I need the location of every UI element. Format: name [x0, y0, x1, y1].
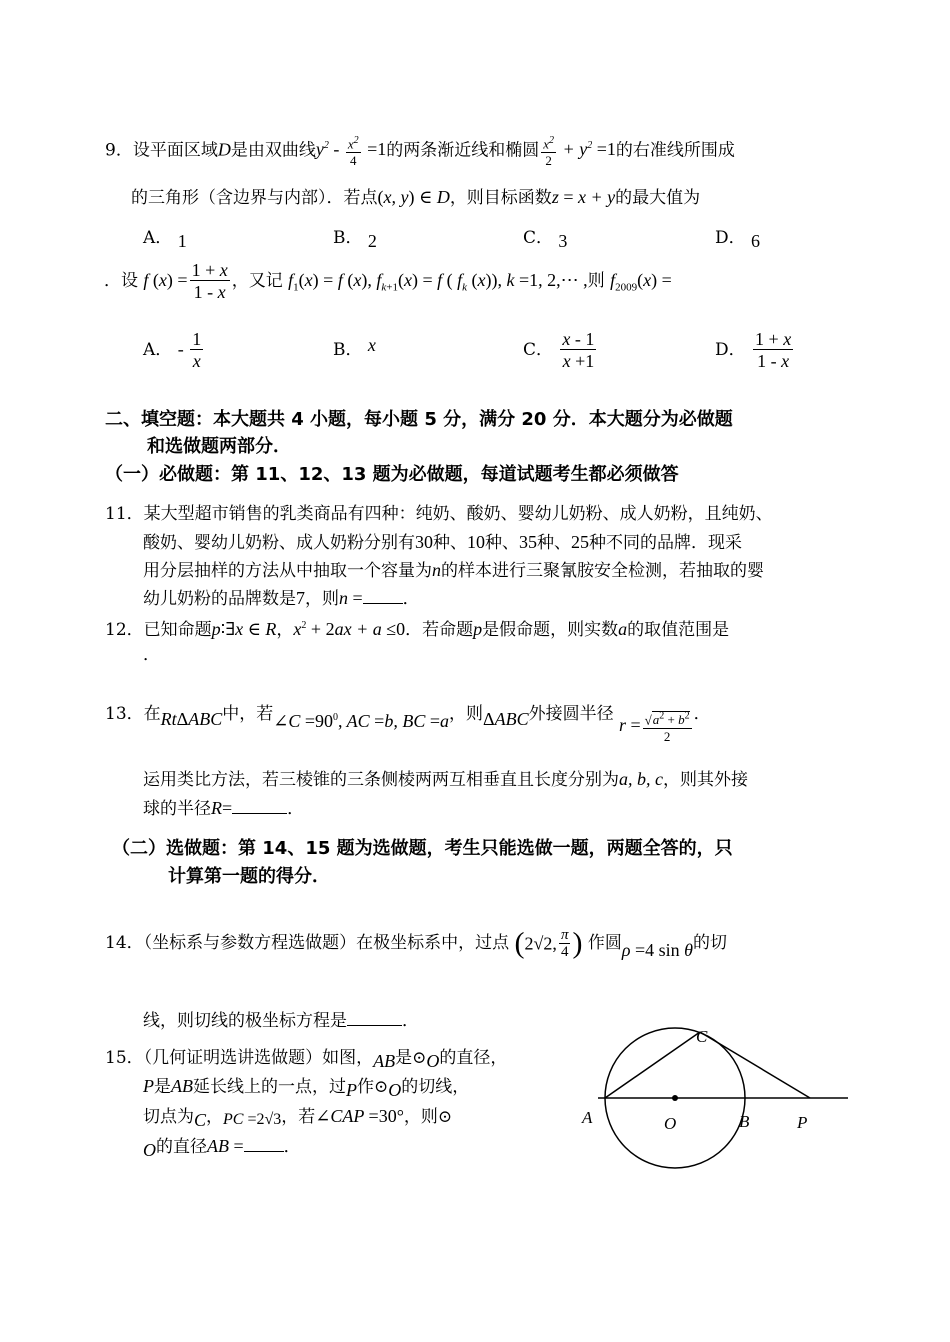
q11-line2: 酸奶、婴幼儿奶粉、成人奶粉分别有30种、10种、35种、25种不同的品牌．现采: [143, 532, 742, 553]
q13-line2: 运用类比方法，若三棱锥的三条侧棱两两互相垂直且长度分别为a, b, c，则其外接: [143, 769, 748, 790]
tangent-cp: [700, 1032, 810, 1098]
q11-line1: [105, 503, 773, 525]
q9-text-d: 的右准线所围成: [615, 140, 735, 161]
q15-line1: 15．（几何证明选讲选做题）如图，AB是⊙O的直径，: [105, 1048, 508, 1071]
q10-math-f: f (x) = $\frac{1 + x}{1 - x}$: [143, 260, 228, 303]
q10-option-c: C． $\frac{x - 1}{x +1}$: [523, 329, 595, 372]
q13-answer-blank[interactable]: [232, 799, 287, 814]
q14-math-circle: ρ =4 sin θ: [621, 940, 694, 960]
q9-number: 9．: [105, 140, 133, 161]
q9-text-a: 设平面区域: [132, 140, 218, 161]
q9-text-b: 是由双曲线: [230, 140, 316, 161]
q9-option-c: C． 3: [523, 228, 568, 251]
q9-math-point: (x, y) ∈ D: [377, 187, 450, 207]
section2-part1-heading: （一）必做题：第 11、12、13 题为必做题，每道试题考生都必须做答: [105, 464, 679, 485]
q9-math-ellipse: $\frac{x^2}{2}$ + $y^2 =1$: [543, 135, 616, 169]
q10-line1: [104, 255, 672, 313]
section2-title: 二、填空题：本大题共 4 小题，每小题 5 分，满分 20 分．本大题分为必做题: [105, 409, 733, 430]
q9-option-a: A． 1: [143, 228, 187, 251]
label-b: B: [739, 1112, 750, 1131]
q9-option-d: D． 6: [715, 228, 761, 251]
center-point-o: [672, 1095, 678, 1101]
q9-text-c: 的两条渐近线和椭圆: [386, 140, 540, 161]
q14-line1: 14．（坐标系与参数方程选做题）在极坐标系中，过点 (2√2, $\frac{\pi}{4}$ ) 作圆ρ =4 sin θ的切: [105, 926, 728, 960]
q9-text-g: 的最大值为: [615, 188, 701, 208]
q11-line3: 用分层抽样的方法从中抽取一个容量为n的样本进行三聚氰胺安全检测，若抽取的婴: [143, 560, 764, 581]
q10-text-b: ，又记: [231, 271, 283, 291]
q14-answer-blank[interactable]: [347, 1011, 402, 1026]
q10-text-c: 则: [587, 271, 605, 291]
q9-line2: [131, 186, 700, 209]
q14-number: 14．: [105, 933, 144, 953]
q14-math-point: (: [514, 926, 525, 960]
q13-line1: 13．在RtΔABC中，若∠C $=90^0$, AC =b, BC =a，则ΔABC外接圆半径 r = $\frac{√a^2 + b^2}{2}$ ．: [105, 704, 711, 745]
section2-part2-heading-line2: 计算第一题的得分．: [168, 866, 330, 887]
q11-text-1: 某大型超市销售的乳类商品有四种：纯奶、酸奶、婴幼儿奶粉、成人奶粉，且纯奶、: [143, 504, 773, 524]
q9-math-hyperbola: $y^2$ - $\frac{x^2}{4}$ =1: [315, 135, 387, 169]
q15-line3: 切点为C，PC =2√3，若∠CAP =30°，则⊙: [143, 1106, 453, 1130]
q11-answer-blank[interactable]: [363, 589, 403, 604]
label-a: A: [582, 1108, 593, 1127]
q9-option-b: B． 2: [333, 228, 377, 251]
q12-number: 12．: [105, 620, 144, 640]
q14-line2: 线，则切线的极坐标方程是 ．: [143, 1011, 419, 1031]
q9-math-objective: z = x + y: [551, 187, 616, 207]
label-c: C: [696, 1027, 708, 1046]
q12-line2: ．: [143, 645, 160, 665]
chord-ac: [605, 1032, 700, 1098]
q13-math-radius: r = $\frac{√a^2 + b^2}{2}$: [618, 710, 690, 745]
q10-option-d: D． $\frac{1 + x}{1 - x}$: [715, 329, 792, 372]
q10-option-a: A． - $\frac{1}{x}$: [143, 329, 202, 372]
q9-math-D: D: [217, 139, 231, 160]
q10-math-f2009: $f_{2009}(x)$ =: [610, 270, 672, 294]
q11-line4: 幼儿奶粉的品牌数是7，则n = ．: [143, 588, 420, 609]
q15-geometry-figure: [570, 1020, 860, 1180]
q9-text-e: 的三角形（含边界与内部）．若点: [131, 188, 378, 208]
q15-line4: O的直径AB = ．: [143, 1136, 301, 1160]
section2-title-line2: 和选做题两部分．: [147, 436, 291, 457]
q10-option-b: B． x: [333, 335, 376, 360]
label-p: P: [797, 1113, 808, 1132]
label-o: O: [664, 1114, 677, 1133]
q10-math-recursion: $f_1(x) = f$ (x), $f_{k+1}(x) = f$ ( $f_k$ (x)), k =1, 2,⋯ ,: [288, 270, 588, 294]
q10-text-a: 设: [121, 271, 138, 291]
q15-number: 15．: [105, 1048, 144, 1068]
q12-line1: 12．已知命题p∶∃x ∈ R，$x^2 + 2ax + a \le 0$．若命题p是假命题，则实数a的取值范围是: [105, 619, 730, 640]
q12-math-inequality: $x^2 + 2ax + a \le 0$: [293, 619, 406, 639]
q11-number: 11．: [105, 504, 144, 524]
q13-number: 13．: [105, 704, 144, 724]
q15-line2: P是AB延长线上的一点，过P作⊙O的切线，: [143, 1076, 470, 1100]
q13-line3: 球的半径R= ．: [143, 798, 305, 819]
q9-line1: [105, 133, 735, 169]
q10-number: ．: [104, 271, 121, 291]
q9-text-f: ，则目标函数: [449, 188, 552, 208]
section2-part2-heading: （二）选做题：第 14、15 题为选做题，考生只能选做一题，两题全答的，只: [112, 838, 733, 859]
q15-answer-blank[interactable]: [244, 1137, 284, 1152]
